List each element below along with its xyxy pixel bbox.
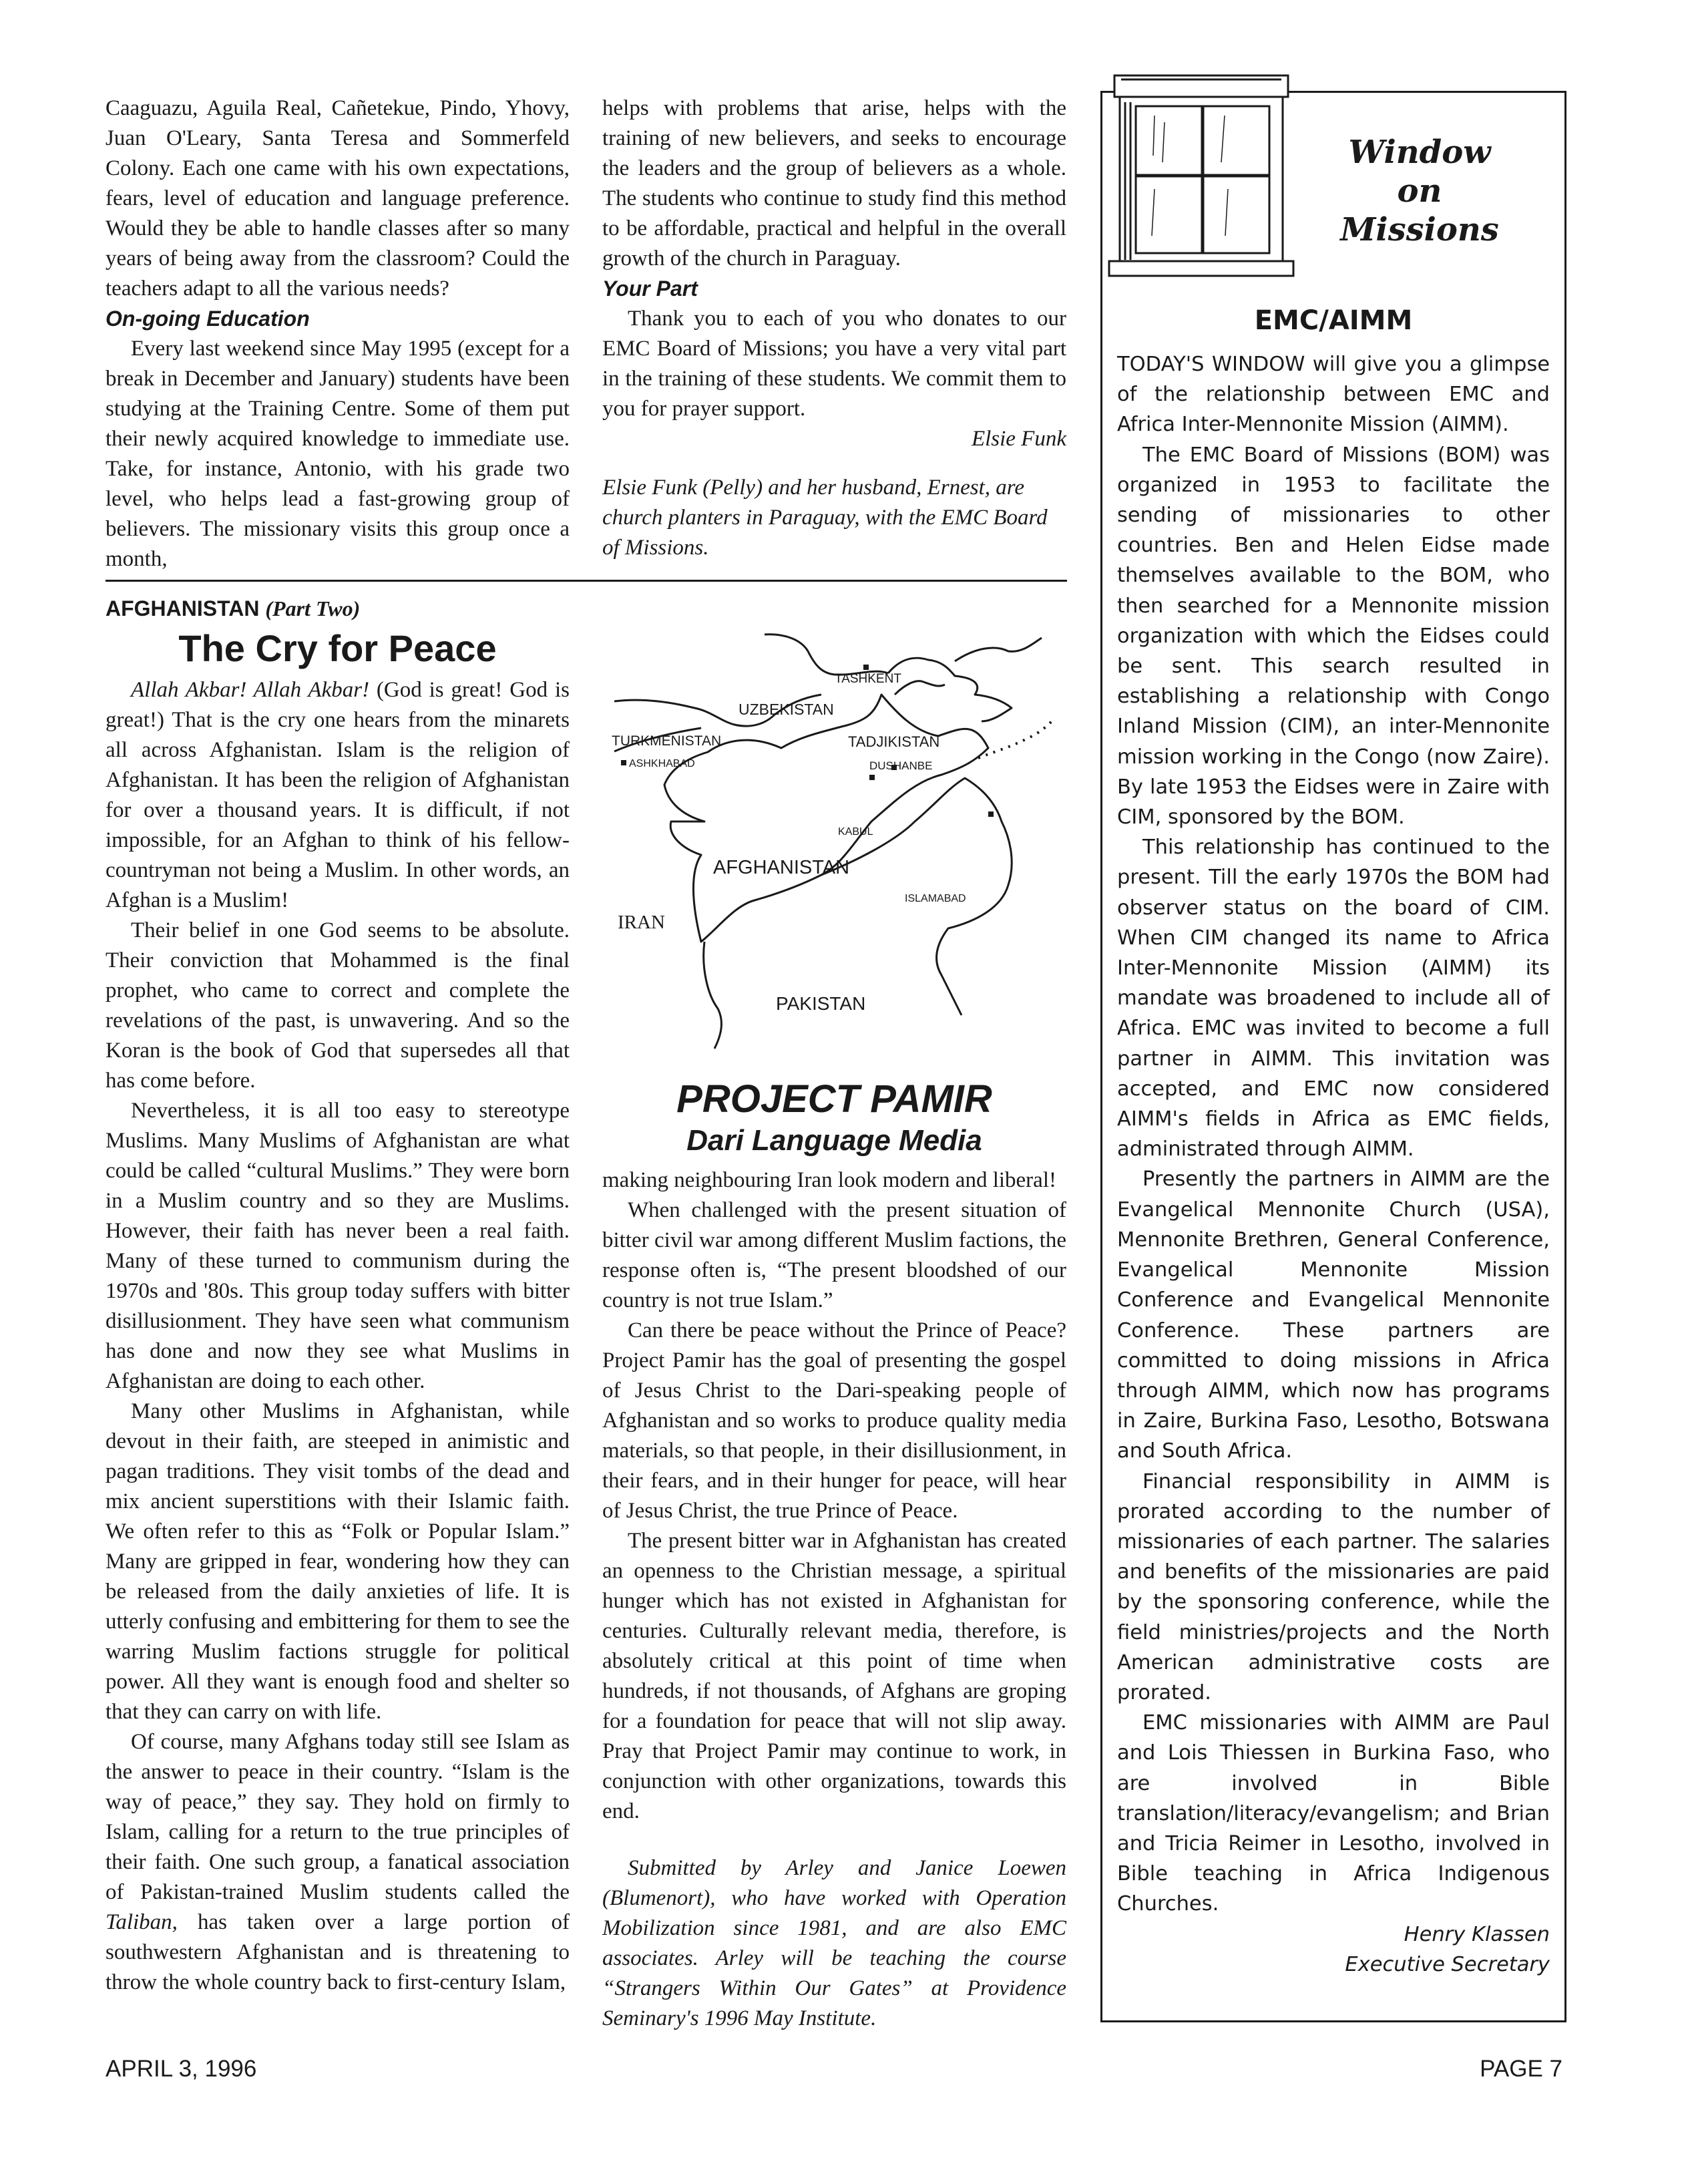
paragraph: The EMC Board of Missions (BOM) was organized in 1953 to facilitate the sending of missionaries to other countries. Ben and Helen Eidse made themselves available to the BOM, who then searched for a Mennonite mission organization with which the Eidses could be sent. This search resulted in establishing a relationship with Congo Inland Mission (CIM), an inter-Mennonite mission working in the Congo (now Zaire). By late 1953 the Eidses were in Zaire with CIM, sponsored by the BOM. — [1117, 443, 1550, 830]
article-project-pamir — [602, 1077, 1066, 2034]
paragraph: helps with problems that arise, helps with the training of new believers, and seeks to encourage the leaders and the group of believers as a whole. The students who continue to study find this method to be affordable, practical and helpful in the overall growth of the church in Paraguay. — [602, 96, 1066, 270]
author-bio: Submitted by Arley and Janice Loewen (Blumenort), who have worked with Operation Mobilization since 1981, and are also EMC associates. Arley will be teaching the course “Strangers Within Our Gates” at Providence Seminary's 1996 May Institute. — [602, 1856, 1066, 2030]
map-label-ashkhabad: ASHKHABAD — [629, 758, 695, 769]
afghanistan-map — [601, 621, 1075, 1062]
kabul-marker — [869, 775, 875, 780]
disputed-border-dotted — [978, 721, 1052, 758]
ashkhabad-marker — [621, 760, 626, 765]
project-subtitle: Dari Language Media — [686, 1124, 982, 1157]
paragraph: TODAY'S WINDOW will give you a glimpse of the relationship between EMC and Africa Inter-Mennonite Mission (AIMM). — [1117, 353, 1550, 437]
paragraph: The present bitter war in Afghanistan has created an openness to the Christian message, a spiritual hunger which has not existed in Afghanistan for centuries. Culturally relevant media, therefore, is absolutely critical at this point of time when hundreds, if not thousands, of Afghans are groping for a foundation for peace that will not slip away. Pray that Project Pamir may continue to work, in conjunction with other organizations, towards this end. — [602, 1529, 1066, 1823]
afghanistan-border — [664, 695, 988, 942]
signature-name: Henry Klassen — [1404, 1922, 1550, 1946]
paragraph: making neighbouring Iran look modern and liberal! — [602, 1168, 1056, 1192]
map-label-islamabad: ISLAMABAD — [905, 893, 966, 904]
paragraph: Financial responsibility in AIMM is prorated according to the number of missionaries of each partner. The salaries and benefits of the missionaries are paid by the sponsoring conference, while the field ministries/projects and the North American administrative costs are prorated. — [1117, 1469, 1550, 1704]
article-paraguay-col1 — [106, 94, 570, 574]
author-signature: Elsie Funk — [971, 427, 1066, 451]
uzbekistan-border — [765, 634, 888, 675]
paragraph: Presently the partners in AIMM are the Evangelical Mennonite Church (USA), Mennonite Brethren, General Conference, Evangelical Mennonite Mission Conference and Evangelical Mennonite Conference. These partners are committed to doing missions in Africa through AIMM, which now has programs in Zaire, Burkina Faso, Lesotho, Botswana and South Africa. — [1117, 1167, 1550, 1463]
subheading-ongoing-education: On-going Education — [106, 307, 310, 331]
map-label-afghanistan: AFGHANISTAN — [713, 857, 850, 878]
map-label-turkmenistan: TURKMENISTAN — [612, 733, 722, 749]
footer-date: APRIL 3, 1996 — [106, 2056, 257, 2082]
article-afghanistan — [106, 596, 570, 1998]
subheading-your-part: Your Part — [602, 277, 698, 301]
map-label-iran: IRAN — [618, 912, 665, 933]
section-divider — [106, 580, 1067, 582]
map-illustration — [601, 621, 1075, 1062]
signature-title: Executive Secretary — [1345, 1952, 1550, 1976]
window-illustration — [1101, 62, 1301, 283]
author-bio: Elsie Funk (Pelly) and her husband, Ernest, are church planters in Paraguay, with the EMC Board of Missions. — [602, 476, 1048, 560]
tajikistan-inner-border — [895, 681, 945, 695]
map-label-tashkent: TASHKENT — [835, 672, 901, 686]
tajikistan-border — [888, 658, 1012, 721]
paragraph: Nevertheless, it is all too easy to stereotype Muslims. Many Muslims of Afghanistan are what could be called “cultural Muslims.” They were born in a Muslim country and so they are Muslims. However, their faith has never been a real faith. Many of these turned to communism during the 1970s and '80s. This group today suffers with bitter disillusionment. They have seen what communism has done and now they see what Muslims in Afghanistan are doing to each other. — [106, 1099, 570, 1393]
paragraph: Caaguazu, Aguila Real, Cañetekue, Pindo, Yhovy, Juan O'Leary, Santa Teresa and Sommerfeld Colony. Each one came with his own expectations, fears, level of education and language preference. Would they be able to handle classes after so many years of being away from the classroom? Could the teachers adapt to all the various needs? — [106, 96, 570, 301]
paragraph: Allah Akbar! Allah Akbar! (God is great! God is great!) That is the cry one hears from the minarets all across Afghanistan. Islam is the religion of Afghanistan. It has been the religion of Afghanistan for over a thousand years. It is difficult, if not impossible, for an Afghan to think of his fellow-countryman not being a Muslim. In other words, an Afghan is a Muslim! — [106, 678, 570, 912]
map-label-uzbekistan: UZBEKISTAN — [739, 701, 834, 718]
paragraph: Many other Muslims in Afghanistan, while devout in their faith, are steeped in animistic and pagan traditions. They visit tombs of the dead and mix ancient superstitions with their Islamic faith. We often refer to this as “Folk or Popular Islam.” Many are gripped in fear, wondering how they can be released from the daily anxieties of life. It is utterly confusing and embittering for them to see the warring Muslim factions struggle for political power. All they want is enough food and shelter so that they can carry on with life. — [106, 1399, 570, 1724]
footer-page-number: PAGE 7 — [1480, 2056, 1562, 2082]
window-on-missions-title: Window on Missions — [1340, 134, 1499, 248]
map-label-kabul: KABUL — [838, 826, 873, 838]
map-label-pakistan: PAKISTAN — [776, 993, 866, 1014]
tashkent-marker — [863, 665, 869, 670]
window-on-missions-box — [1100, 91, 1566, 2022]
map-label-dushanbe: DUSHANBE — [869, 759, 933, 772]
map-label-tadjikistan: TADJIKISTAN — [848, 733, 940, 750]
project-title: PROJECT PAMIR — [676, 1077, 992, 1121]
window-sill — [1109, 261, 1293, 276]
iran-border — [704, 942, 722, 1049]
paragraph: Of course, many Afghans today still see Islam as the answer to peace in their country. “Islam is the way of peace,” they say. They hold on firmly to Islam, calling for a return to the true principles of their faith. One such group, a fanatical association of Pakistan-trained Muslim students called the Taliban, has taken over a large portion of southwestern Afghanistan and is threatening to throw the whole country back to first-century Islam, — [106, 1730, 570, 1994]
paragraph: Their belief in one God seems to be absolute. Their conviction that Mohammed is the final prophet, who came to correct and complete the revelations of the past, is unwavering. And so the Koran is the book of God that supersedes all that has come before. — [106, 918, 570, 1093]
section-label: AFGHANISTAN (Part Two) — [106, 596, 361, 620]
article-title: The Cry for Peace — [178, 627, 497, 669]
paragraph: This relationship has continued to the present. Till the early 1970s the BOM had observer status on the board of CIM. When CIM changed its name to Africa Inter-Mennonite Mission (AIMM) its mandate was broadened to include all of Africa. EMC was invited to become a full partner in AIMM. This invitation was accepted, and EMC now considered AIMM's fields in Africa as EMC fields, administrated through AIMM. — [1117, 836, 1550, 1161]
article-paraguay-col2 — [602, 94, 1066, 563]
islamabad-marker — [988, 811, 994, 817]
paragraph: EMC missionaries with AIMM are Paul and Lois Thiessen in Burkina Faso, who are involved in Bible translation/literacy/evangelism; and Brian and Tricia Reimer in Lesotho, involved in Bible teaching in Africa Indigenous Churches. — [1117, 1711, 1550, 1916]
box-heading: EMC/AIMM — [1254, 305, 1413, 336]
paragraph: Thank you to each of you who donates to our EMC Board of Missions; you have a very vital part in the training of these students. We commit them to you for prayer support. — [602, 307, 1066, 421]
paragraph: When challenged with the present situation of bitter civil war among different Muslim factions, the response often is, “The present bloodshed of our country is not true Islam.” — [602, 1198, 1066, 1312]
paragraph: Can there be peace without the Prince of Peace? Project Pamir has the goal of presenting the gospel of Jesus Christ to the Dari-speaking people of Afghanistan and so works to produce quality media materials, so that people, in their disillusionment, in their fears, and in their hunger for peace, will hear of Jesus Christ, the true Prince of Peace. — [602, 1318, 1066, 1523]
paragraph: Every last weekend since May 1995 (except for a break in December and January) students have been studying at the Training Centre. Some of them put their newly acquired knowledge to immediate use. Take, for instance, Antonio, with his grade two level, who helps lead a fast-growing group of believers. The missionary visits this group once a month, — [106, 337, 570, 571]
kyrgyz-border — [955, 638, 1042, 661]
